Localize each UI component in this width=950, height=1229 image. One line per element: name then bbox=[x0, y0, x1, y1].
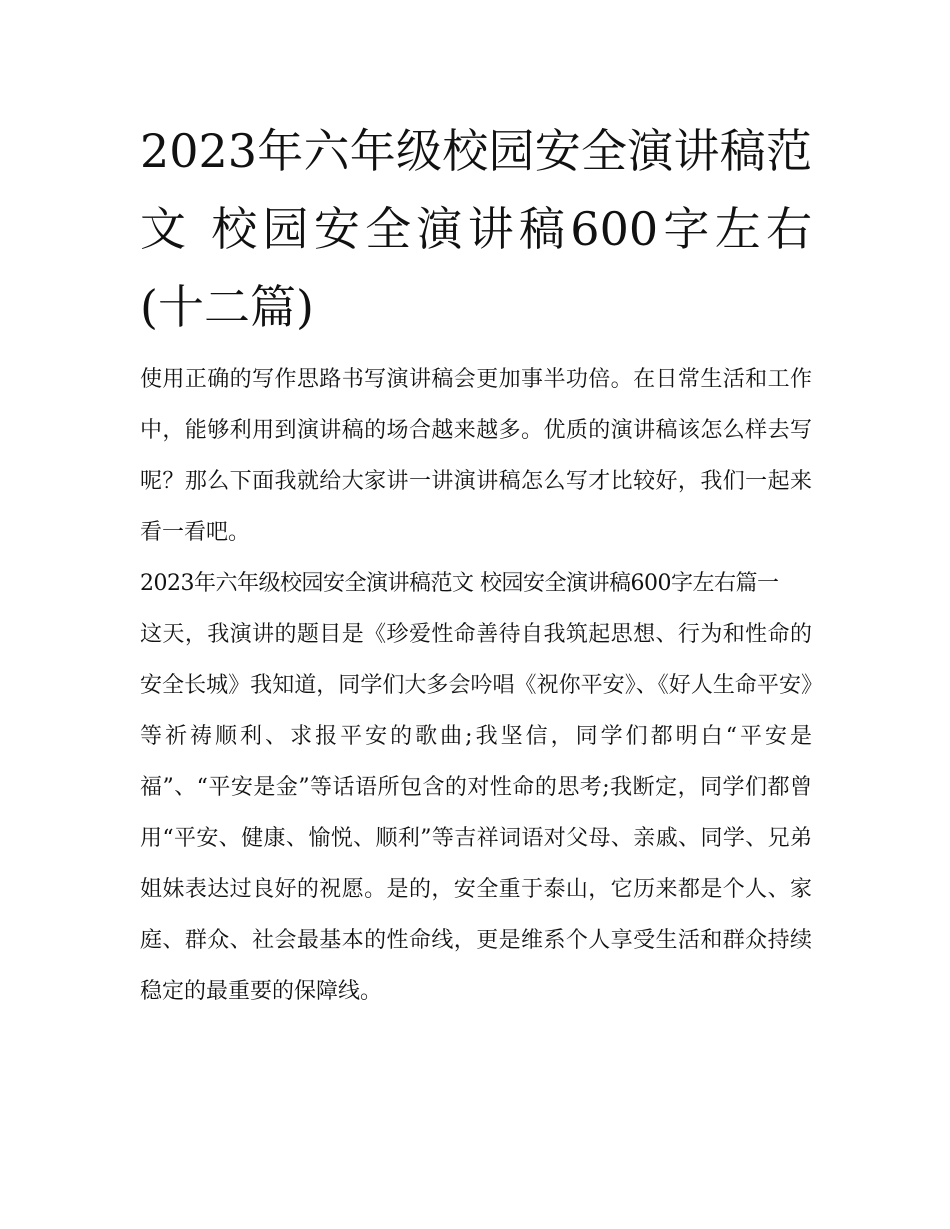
document-title: 2023年六年级校园安全演讲稿范文 校园安全演讲稿600字左右(十二篇) bbox=[140, 124, 813, 334]
document-content bbox=[140, 112, 812, 1017]
body-paragraph: 这天，我演讲的题目是《珍爱性命善待自我筑起思想、行为和性命的安全长城》我知道，同学们大多会吟唱《祝你平安》、《好人生命平安》等祈祷顺利、求报平安的歌曲;我坚信，同学们都明白“平安是福”、“平安是金”等话语所包含的对性命的思考;我断定，同学们都曾用“平安、健康、愉悦、顺利”等吉祥词语对父母、亲戚、同学、兄弟姐妹表达过良好的祝愿。是的，安全重于泰山，它历来都是个人、家庭、群众、社会最基本的性命线，更是维系个人享受生活和群众持续稳定的最重要的保障线。 bbox=[140, 622, 812, 1004]
intro-paragraph: 使用正确的写作思路书写演讲稿会更加事半功倍。在日常生活和工作中，能够利用到演讲稿的场合越来越多。优质的演讲稿该怎么样去写呢？那么下面我就给大家讲一讲演讲稿怎么写才比较好，我们一起来看一看吧。 bbox=[140, 367, 812, 545]
section-heading: 2023年六年级校园安全演讲稿范文 校园安全演讲稿600字左右篇一 bbox=[140, 571, 779, 596]
